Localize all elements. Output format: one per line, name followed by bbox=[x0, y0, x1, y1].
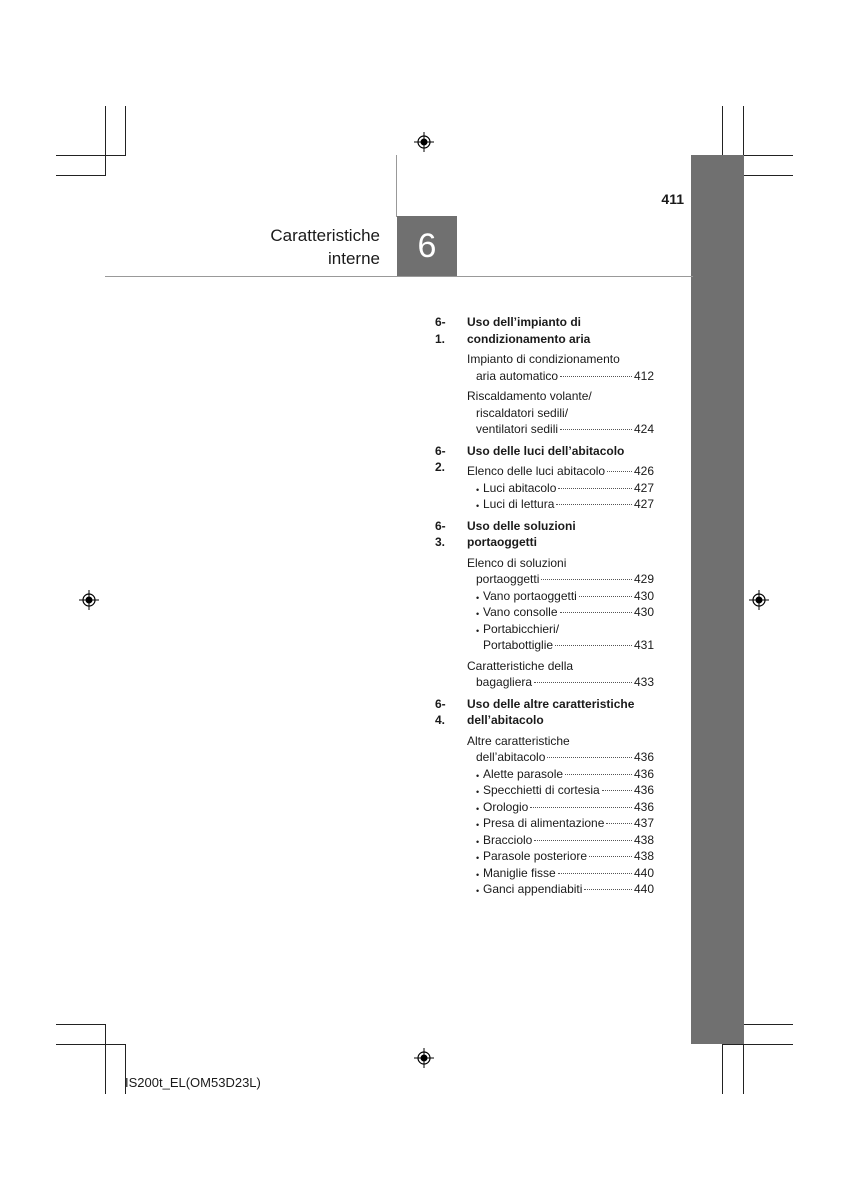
toc-entry-text: aria automatico bbox=[476, 368, 559, 383]
toc-entry bbox=[483, 815, 654, 832]
section-title: Uso delle luci dell’abitacolo bbox=[467, 443, 625, 458]
section-title: dell’abitacolo bbox=[467, 713, 544, 727]
toc-entry bbox=[483, 832, 654, 849]
toc-entry bbox=[483, 848, 654, 865]
dot-leader bbox=[602, 790, 632, 791]
header-divider bbox=[105, 276, 693, 277]
toc-entry-text: Orologio bbox=[483, 799, 529, 814]
section-title: Uso delle altre caratteristiche bbox=[467, 696, 635, 711]
toc-entry bbox=[476, 571, 654, 588]
toc-entry-text: Parasole posteriore bbox=[483, 849, 588, 863]
section-title: Uso dell’impianto di bbox=[467, 315, 582, 329]
section-number: 6-3. bbox=[435, 518, 446, 549]
toc-page-number: 440 bbox=[633, 882, 654, 896]
toc-page-number: 436 bbox=[633, 750, 654, 764]
toc-entry-text: bagagliera bbox=[476, 675, 533, 689]
toc-page-number: 436 bbox=[633, 783, 654, 797]
bullet-icon: • bbox=[476, 501, 480, 511]
dot-leader bbox=[558, 488, 632, 489]
toc-entry bbox=[483, 766, 654, 783]
toc-entry-text: Luci abitacolo bbox=[483, 480, 557, 495]
toc-page-number: 412 bbox=[633, 368, 654, 383]
bullet-icon: • bbox=[476, 592, 480, 603]
toc-entry bbox=[483, 637, 654, 654]
chapter-title-line: interne bbox=[328, 249, 380, 268]
dot-leader bbox=[565, 774, 632, 775]
bullet-icon: • bbox=[476, 609, 480, 619]
toc-page-number: 424 bbox=[633, 422, 654, 436]
chapter-number-box: 6 bbox=[397, 216, 457, 276]
toc-page-number: 440 bbox=[633, 865, 654, 880]
toc-entry-text: Bracciolo bbox=[483, 832, 533, 847]
toc-page-number: 438 bbox=[633, 849, 654, 863]
toc-entry-text: Riscaldamento volante/ bbox=[467, 389, 592, 403]
registration-mark-icon bbox=[79, 590, 99, 610]
dot-leader bbox=[558, 873, 632, 874]
toc-entry bbox=[476, 421, 654, 438]
toc-entry bbox=[483, 799, 654, 816]
vertical-rule bbox=[396, 155, 397, 217]
dot-leader bbox=[534, 682, 632, 683]
toc-page-number: 429 bbox=[633, 572, 654, 586]
registration-mark-icon bbox=[749, 590, 769, 610]
toc-page-number: 426 bbox=[633, 464, 654, 478]
bullet-icon: • bbox=[476, 820, 480, 830]
toc-entry bbox=[483, 881, 654, 898]
toc-entry-text: Elenco di soluzioni bbox=[467, 555, 567, 570]
toc-entry-text: Altre caratteristiche bbox=[467, 733, 570, 748]
section-title: Uso delle soluzioni bbox=[467, 518, 576, 533]
toc-page-number: 438 bbox=[633, 832, 654, 847]
dot-leader bbox=[541, 579, 632, 580]
toc-entry-text: Specchietti di cortesia bbox=[483, 783, 600, 797]
toc-page-number: 436 bbox=[633, 766, 654, 781]
bullet-icon: • bbox=[476, 625, 480, 636]
toc-entry bbox=[467, 463, 654, 480]
registration-mark-icon bbox=[414, 1048, 434, 1068]
toc-page-number: 430 bbox=[633, 588, 654, 603]
toc-page-number: 437 bbox=[633, 816, 654, 830]
dot-leader bbox=[607, 471, 632, 472]
section-title: condizionamento aria bbox=[467, 331, 591, 346]
toc-entry bbox=[483, 480, 654, 497]
section-number: 6-2. bbox=[435, 443, 446, 474]
toc-entry-text: Portabottiglie bbox=[483, 638, 554, 652]
section-title: portaoggetti bbox=[467, 535, 537, 549]
toc-entry-text: Impianto di condizionamento bbox=[467, 352, 620, 366]
chapter-side-tab bbox=[691, 155, 744, 1044]
page-number: 411 bbox=[661, 191, 684, 207]
toc-entry-text: Elenco delle luci abitacolo bbox=[467, 464, 606, 478]
section-number: 6-4. bbox=[435, 696, 446, 727]
toc-entry-text: Vano consolle bbox=[483, 605, 558, 619]
toc-entry bbox=[483, 782, 654, 799]
dot-leader bbox=[560, 612, 632, 613]
bullet-icon: • bbox=[476, 853, 480, 863]
toc-entry-text: Alette parasole bbox=[483, 766, 564, 781]
toc-entry-text: Portabicchieri/ bbox=[483, 621, 560, 636]
toc-page-number: 436 bbox=[633, 799, 654, 814]
dot-leader bbox=[560, 376, 632, 377]
toc-entry-text: Presa di alimentazione bbox=[483, 816, 605, 830]
toc-entry bbox=[483, 496, 654, 513]
toc-entry-text: ventilatori sedili bbox=[476, 422, 559, 436]
dot-leader bbox=[560, 429, 632, 430]
toc-entry-text: Ganci appendiabiti bbox=[483, 882, 583, 896]
toc-entry-text: riscaldatori sedili/ bbox=[476, 405, 569, 420]
toc-entry bbox=[483, 604, 654, 621]
bullet-icon: • bbox=[476, 484, 480, 495]
dot-leader bbox=[530, 807, 632, 808]
toc-page-number: 431 bbox=[633, 638, 654, 652]
toc-page-number: 433 bbox=[633, 675, 654, 689]
chapter-title bbox=[200, 224, 380, 270]
toc-entry-text: Luci di lettura bbox=[483, 497, 555, 511]
chapter-title-line: Caratteristiche bbox=[270, 226, 380, 245]
toc-entry-text: dell’abitacolo bbox=[476, 750, 546, 764]
dot-leader bbox=[534, 840, 632, 841]
section-number: 6-1. bbox=[435, 315, 446, 346]
dot-leader bbox=[556, 504, 632, 505]
toc-page-number: 427 bbox=[633, 497, 654, 511]
toc-page-number: 427 bbox=[633, 480, 654, 495]
toc-entry bbox=[483, 865, 654, 882]
bullet-icon: • bbox=[476, 869, 480, 880]
dot-leader bbox=[555, 645, 632, 646]
toc-entry bbox=[483, 588, 654, 605]
toc-entry bbox=[476, 749, 654, 766]
bullet-icon: • bbox=[476, 770, 480, 781]
dot-leader bbox=[606, 823, 632, 824]
toc-entry-text: Maniglie fisse bbox=[483, 865, 556, 880]
toc-page-number: 430 bbox=[633, 605, 654, 619]
bullet-icon: • bbox=[476, 787, 480, 797]
bullet-icon: • bbox=[476, 836, 480, 847]
registration-mark-icon bbox=[414, 132, 434, 152]
toc-entry-text: portaoggetti bbox=[476, 572, 540, 586]
toc-entry-text: Caratteristiche della bbox=[467, 658, 574, 673]
toc-entry bbox=[476, 674, 654, 691]
bullet-icon: • bbox=[476, 803, 480, 814]
dot-leader bbox=[547, 757, 632, 758]
document-code: IS200t_EL(OM53D23L) bbox=[125, 1075, 261, 1090]
toc-entry-text: Vano portaoggetti bbox=[483, 588, 577, 603]
dot-leader bbox=[584, 889, 632, 890]
toc-entry bbox=[476, 368, 654, 385]
bullet-icon: • bbox=[476, 886, 480, 896]
dot-leader bbox=[579, 596, 632, 597]
dot-leader bbox=[589, 856, 632, 857]
